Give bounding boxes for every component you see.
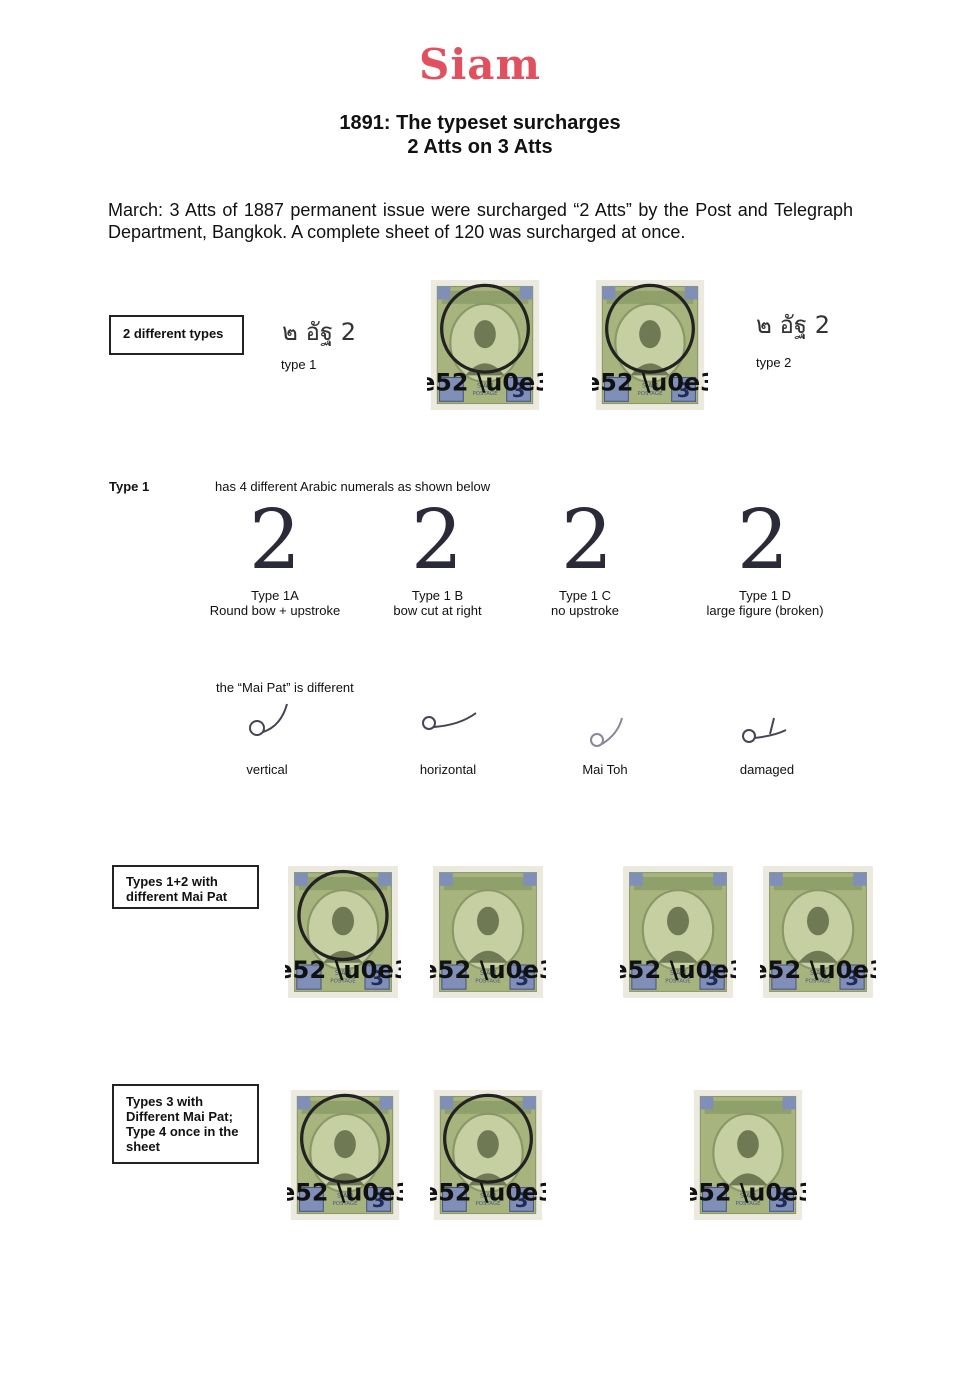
types12-box-line1: Types 1+2 with [126,874,218,889]
numeral-1a: 2 [248,493,302,588]
types12-box [112,865,259,909]
maipat-damaged-glyph [740,712,790,747]
maipat-damaged-label: damaged [739,762,795,777]
types3-box-line1: Types 3 with [126,1094,204,1109]
page-subtitle: 2 Atts on 3 Atts [407,136,553,158]
numeral-1c-name: Type 1 C [558,588,612,603]
siam-logo: Siam [419,40,541,89]
type1-label: type 1 [281,357,317,372]
numeral-1a-note: Round bow + upstroke [209,603,341,618]
stamp-type1 [427,280,543,410]
numeral-1b-name: Type 1 B [411,588,464,603]
types12-box-line2: different Mai Pat [126,889,228,904]
types3-box [112,1084,259,1164]
stamp-type2 [592,280,708,410]
numeral-1d: 2 [736,493,790,588]
type1-surcharge: ๒ อัฐ 2 [282,318,357,346]
types3-box-line3: Type 4 once in the [126,1124,239,1139]
numeral-1b-note: bow cut at right [393,603,482,618]
type1-description: has 4 different Arabic numerals as shown below [215,479,491,494]
types-box [109,315,244,355]
intro-paragraph: March: 3 Atts of 1887 permanent issue were surcharged “2 Atts” by the Post and Telegraph Department, Bangkok. A complete sheet of 120 was surcharged at once. [108,200,853,242]
types-box-label: 2 different types [123,326,224,341]
stamp-row3-4 [760,866,876,998]
maipat-horizontal-glyph [420,705,480,735]
maipat-maitoh-glyph [588,712,628,752]
numeral-1c-caption [515,588,655,618]
types3-box-line2: Different Mai Pat; [126,1109,233,1124]
numeral-1b: 2 [410,493,464,588]
maipat-vertical-glyph [245,700,295,740]
stamp-row4-1 [287,1090,403,1220]
type2-label: type 2 [756,355,792,370]
type1-heading: Type 1 [109,479,150,494]
stamp-row3-2 [430,866,546,998]
page-title: 1891: The typeset surcharges [339,112,621,134]
stamp-row4-2 [430,1090,546,1220]
maipat-vertical-label: vertical [246,762,288,777]
maipat-heading: the “Mai Pat” is different [216,680,354,695]
numeral-1c-note: no upstroke [551,603,619,618]
stamp-row3-3 [620,866,736,998]
numeral-1b-caption [360,588,515,618]
types3-box-line4: sheet [126,1139,160,1154]
numeral-1c: 2 [560,493,614,588]
maipat-maitoh-label: Mai Toh [582,762,628,777]
stamp-row3-1 [285,866,401,998]
numeral-1d-note: large figure (broken) [706,603,824,618]
type2-surcharge: ๒ อัฐ 2 [756,311,831,339]
numeral-1d-name: Type 1 D [738,588,792,603]
numeral-1d-caption [690,588,840,618]
stamp-row4-3 [690,1090,806,1220]
numeral-1a-caption [195,588,355,618]
numeral-1a-name: Type 1A [251,588,299,603]
maipat-horizontal-label: horizontal [419,762,477,777]
